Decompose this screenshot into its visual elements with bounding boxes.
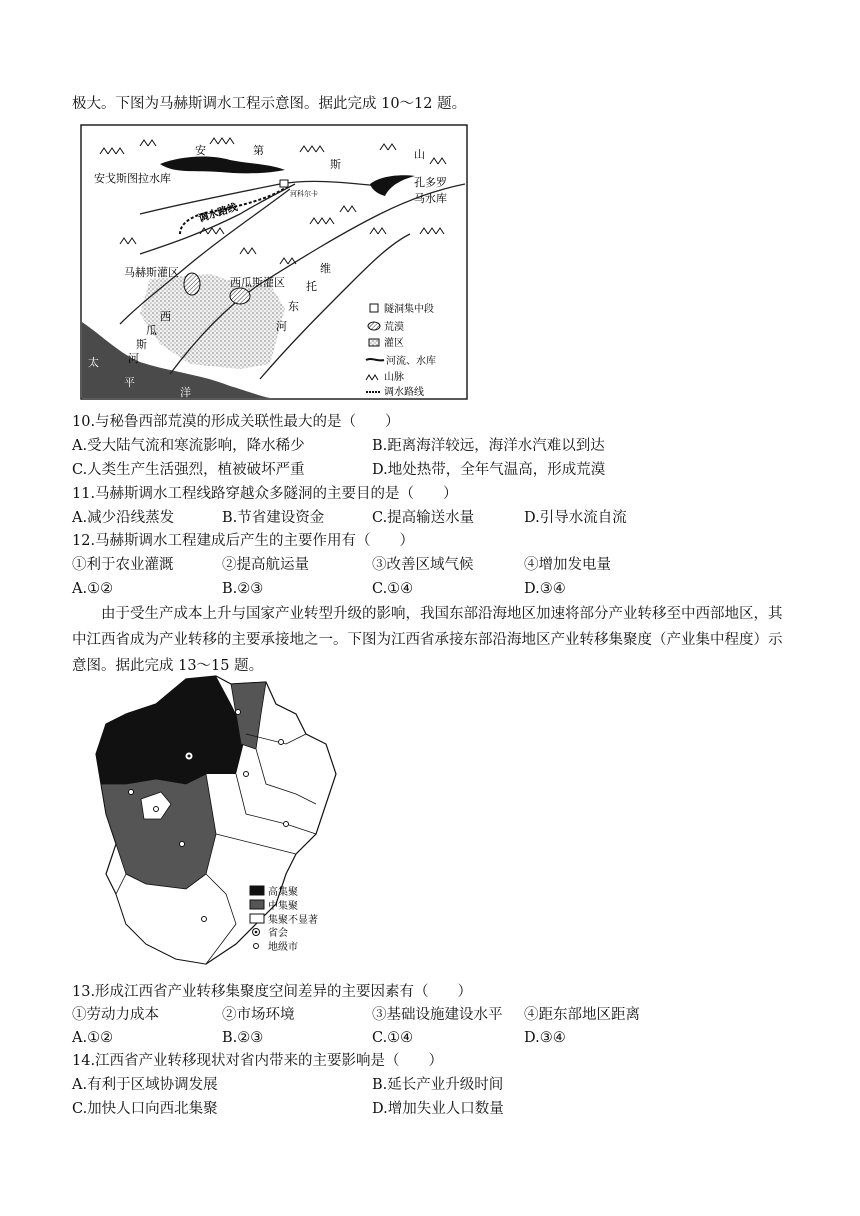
label-tuo: 托 [306,280,317,293]
q14-option-c[interactable]: C.加快人口向西北集聚 [72,1101,218,1117]
q13-option-a[interactable]: A.①② [72,1030,114,1046]
q11-option-d[interactable]: D.引导水流自流 [524,510,627,526]
legend-city: 地级市 [268,942,298,953]
city-marker [180,842,185,847]
high-cluster-swatch [250,886,264,895]
q12-item-2: ②提高航运量 [222,557,309,573]
label-shan: 山 [414,148,425,161]
desert-oval-icon [368,322,380,330]
jiangxi-map-svg [86,674,356,970]
q13-item-4: ④距东部地区距离 [524,1007,640,1023]
majes-map [80,124,468,400]
q12-stem: 12.马赫斯调水工程建成后产生的主要作用有（ ） [72,533,415,549]
city-marker [129,790,134,795]
legend-medium: 中集聚 [268,901,298,912]
legend-not-significant: 集聚不显著 [268,915,318,926]
q10-option-a[interactable]: A.受大陆气流和寒流影响，降水稀少 [72,438,305,454]
q14-option-d[interactable]: D.增加失业人口数量 [372,1101,504,1117]
medium-cluster-swatch [250,900,264,909]
high-cluster-region [96,676,246,784]
label-an: 安 [195,144,206,157]
desert-oval-2 [230,288,250,304]
label-colca-river: 河科尔卡 [290,190,318,198]
label-he1: 河 [276,320,287,333]
q13-item-2: ②市场环境 [222,1007,295,1023]
label-mashuiku: 马水库 [414,192,447,205]
label-si: 斯 [330,158,341,171]
q10-option-b[interactable]: B.距离海洋较远，海洋水汽难以到达 [372,438,605,454]
q11-stem: 11.马赫斯调水工程线路穿越众多隧洞的主要目的是（ ） [72,486,458,502]
city-circle-icon [254,944,259,949]
q14-stem: 14.江西省产业转移现状对省内带来的主要影响是（ ） [72,1053,444,1069]
q11-option-b[interactable]: B.节省建设资金 [222,510,325,526]
tunnel-square-icon [370,304,378,312]
q10-option-c[interactable]: C.人类生产生活强烈，植被破坏严重 [72,462,305,478]
q10-option-d[interactable]: D.地处热带，全年气温高，形成荒漠 [372,462,606,478]
q12-option-c[interactable]: C.①④ [372,581,414,597]
label-wei: 维 [320,262,331,275]
label-si2: 斯 [136,338,147,351]
label-he2: 河 [128,352,139,365]
city-marker [244,772,249,777]
q13-option-d[interactable]: D.③④ [524,1030,566,1046]
irrigation-hatch-icon [369,339,379,346]
legend-high: 高集聚 [268,887,298,898]
label-siguas-irrigation: 西瓜斯灌区 [230,276,285,289]
not-significant-swatch [250,914,264,923]
q10-stem: 10.与秘鲁西部荒漠的形成关联性最大的是（ ） [72,414,400,430]
desert-oval-1 [184,273,200,295]
q13-option-c[interactable]: C.①④ [372,1030,414,1046]
city-marker [202,917,207,922]
q13-option-b[interactable]: B.②③ [222,1030,264,1046]
legend-tunnel: 隧洞集中段 [384,304,434,315]
label-xi: 西 [160,310,171,323]
q12-option-a[interactable]: A.①② [72,581,114,597]
q11-option-a[interactable]: A.减少沿线蒸发 [72,510,175,526]
q12-item-4: ④增加发电量 [524,557,611,573]
label-angostura: 安戈斯图拉水库 [94,172,171,185]
label-gua: 瓜 [146,324,157,337]
q14-option-b[interactable]: B.延长产业升级时间 [372,1077,504,1093]
intro-tail: 极大。下图为马赫斯调水工程示意图。据此完成 10～12 题。 [72,96,467,112]
city-marker [279,740,284,745]
q12-item-3: ③改善区域气候 [372,557,474,573]
map2-legend [250,885,318,953]
legend-irrigation: 灌区 [384,338,404,349]
label-tai: 太 [88,356,99,369]
label-majes-irrigation: 马赫斯灌区 [124,266,179,279]
legend-capital: 省会 [268,928,288,939]
label-route: 调水路线 [197,202,239,225]
city-marker [236,710,241,715]
legend-mountain: 山脉 [384,372,404,383]
majes-map-svg [80,124,468,400]
q13-item-3: ③基础设施建设水平 [372,1007,503,1023]
passage-jiangxi: 由于受生产成本上升与国家产业转型升级的影响，我国东部沿海地区加速将部分产业转移至中西部地区，其中江西省成为产业转移的主要承接地之一。下图为江西省承接东部沿海地区产业转移集聚度（产业集中程度）示意图。据此完成 13～15 题。 [72,606,783,674]
label-dong: 东 [288,300,299,313]
q11-option-c[interactable]: C.提高输送水量 [372,510,475,526]
q12-item-1: ①利于农业灌溉 [72,557,174,573]
label-ping: 平 [124,376,135,389]
q13-stem: 13.形成江西省产业转移集聚度空间差异的主要因素有（ ） [72,984,473,1000]
tunnel-marker [280,180,288,187]
legend-desert: 荒漠 [384,322,404,333]
jiangxi-map [86,674,356,970]
label-kongduoluo: 孔多罗 [414,176,447,189]
legend-route: 调水路线 [384,387,424,398]
label-yang: 洋 [180,386,191,399]
label-di: 第 [253,144,264,157]
city-marker [154,807,159,812]
q12-option-b[interactable]: B.②③ [222,581,264,597]
q13-item-1: ①劳动力成本 [72,1007,159,1023]
legend-river: 河流、水库 [386,356,436,367]
q14-option-a[interactable]: A.有利于区域协调发展 [72,1077,218,1093]
q12-option-d[interactable]: D.③④ [524,581,566,597]
city-marker [284,822,289,827]
